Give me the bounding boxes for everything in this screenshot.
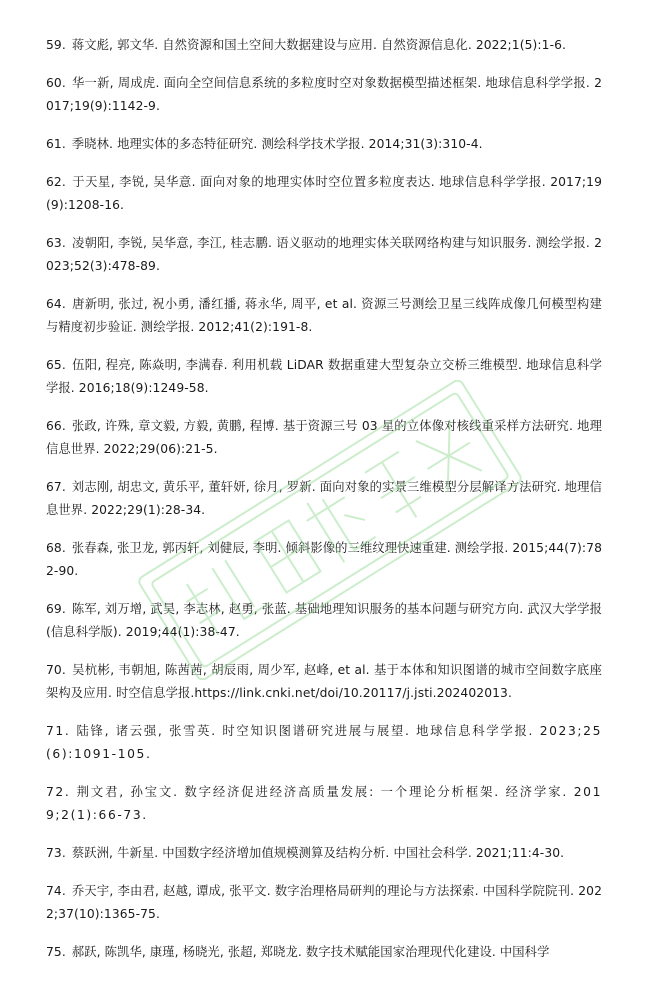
reference-text: 唐新明, 张过, 祝小勇, 潘红播, 蒋永华, 周平, et al. 资源三号测绘卫星三线阵成像几何模型构建与精度初步验证. 测绘学报. 2012;41(2):191-8.: [46, 297, 602, 334]
reference-item: [46, 476, 602, 522]
reference-item: [46, 34, 602, 57]
reference-number: 60.: [46, 76, 66, 90]
reference-number: 73.: [46, 846, 66, 860]
reference-text: 蒋文彪, 郭文华. 自然资源和国土空间大数据建设与应用. 自然资源信息化. 2022;1(5):1-6.: [71, 38, 567, 52]
reference-number: 59.: [46, 38, 66, 52]
reference-text: 乔天宇, 李由君, 赵越, 谭成, 张平文. 数字治理格局研判的理论与方法探索. 中国科学院院刊. 2022;37(10):1365-75.: [46, 884, 602, 921]
reference-item: [46, 941, 602, 964]
reference-number: 66.: [46, 419, 66, 433]
reference-item: [46, 781, 602, 827]
reference-text: 季晓林. 地理实体的多态特征研究. 测绘科学技术学报. 2014;31(3):310-4.: [71, 137, 483, 151]
reference-text: 陈军, 刘万增, 武昊, 李志林, 赵勇, 张蓝. 基础地理知识服务的基本问题与研究方向. 武汉大学学报(信息科学版). 2019;44(1):38-47.: [46, 602, 602, 639]
reference-item: [46, 232, 602, 278]
reference-item: [46, 537, 602, 583]
reference-item: [46, 842, 602, 865]
reference-text: 凌朝阳, 李锐, 吴华意, 李江, 桂志鹏. 语义驱动的地理实体关联网络构建与知识服务. 测绘学报. 2023;52(3):478-89.: [46, 236, 602, 273]
reference-text: 刘志刚, 胡忠文, 黄乐平, 董轩妍, 徐月, 罗新. 面向对象的实景三维模型分层解译方法研究. 地理信息世界. 2022;29(1):28-34.: [46, 480, 602, 517]
reference-number: 68.: [46, 541, 66, 555]
reference-item: [46, 598, 602, 644]
reference-text: 荆文君, 孙宝文. 数字经济促进经济高质量发展: 一个理论分析框架. 经济学家. 2019;2(1):66-73.: [46, 785, 602, 822]
reference-text: 张政, 许殊, 章文毅, 方毅, 黄鹏, 程博. 基于资源三号 03 星的立体像对核线重采样方法研究. 地理信息世界. 2022;29(06):21-5.: [46, 419, 602, 456]
reference-number: 67.: [46, 480, 66, 494]
reference-text: 张春森, 张卫龙, 郭丙轩, 刘健辰, 李明. 倾斜影像的三维纹理快速重建. 测绘学报. 2015;44(7):782-90.: [46, 541, 602, 578]
reference-item: [46, 293, 602, 339]
reference-item: [46, 720, 602, 766]
reference-text: 陆锋, 诸云强, 张雪英. 时空知识图谱研究进展与展望. 地球信息科学学报. 2023;25(6):1091-105.: [46, 724, 602, 761]
reference-item: [46, 171, 602, 217]
reference-number: 71.: [46, 724, 71, 738]
reference-text: 郝跃, 陈凯华, 康瑾, 杨晓光, 张超, 郑晓龙. 数字技术赋能国家治理现代化建设. 中国科学: [71, 945, 550, 959]
reference-number: 74.: [46, 884, 66, 898]
reference-number: 64.: [46, 297, 66, 311]
reference-item: [46, 880, 602, 926]
reference-item: [46, 354, 602, 400]
reference-number: 62.: [46, 175, 66, 189]
reference-list: [46, 34, 602, 979]
reference-text: 于天星, 李锐, 吴华意. 面向对象的地理实体时空位置多粒度表达. 地球信息科学学报. 2017;19(9):1208-16.: [46, 175, 602, 212]
reference-item: [46, 659, 602, 705]
reference-text: 伍阳, 程亮, 陈焱明, 李满春. 利用机载 LiDAR 数据重建大型复杂立交桥三维模型. 地球信息科学学报. 2016;18(9):1249-58.: [46, 358, 602, 395]
reference-item: [46, 133, 602, 156]
reference-number: 69.: [46, 602, 66, 616]
reference-item: [46, 415, 602, 461]
reference-number: 65.: [46, 358, 66, 372]
reference-number: 70.: [46, 663, 66, 677]
reference-number: 61.: [46, 137, 66, 151]
reference-text: 吴杭彬, 韦朝旭, 陈茜茜, 胡辰雨, 周少军, 赵峰, et al. 基于本体和知识图谱的城市空间数字底座架构及应用. 时空信息学报.https://link.cnki.net/doi/10.20117/j.jsti.202402013.: [46, 663, 602, 700]
reference-number: 75.: [46, 945, 66, 959]
reference-text: 蔡跃洲, 牛新星. 中国数字经济增加值规模测算及结构分析. 中国社会科学. 2021;11:4-30.: [71, 846, 565, 860]
reference-item: [46, 72, 602, 118]
reference-number: 72.: [46, 785, 71, 799]
reference-text: 华一新, 周成虎. 面向全空间信息系统的多粒度时空对象数据模型描述框架. 地球信息科学学报. 2017;19(9):1142-9.: [46, 76, 602, 113]
reference-number: 63.: [46, 236, 66, 250]
